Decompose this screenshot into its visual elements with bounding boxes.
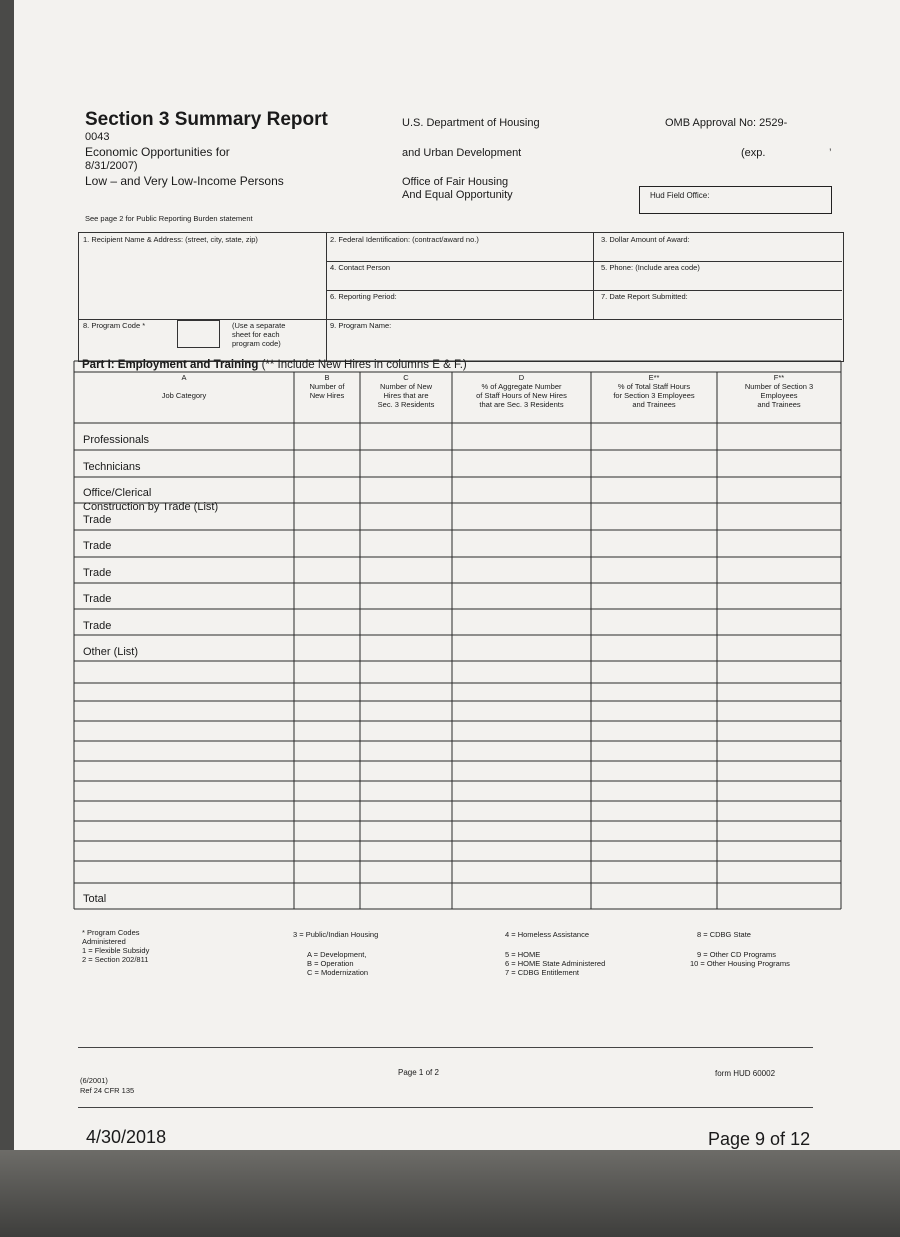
department-line3: Office of Fair Housing (402, 176, 509, 188)
job-category-technicians: Technicians (83, 461, 141, 473)
print-page-of: Page 9 of 12 (708, 1129, 811, 1149)
program-code-label: 8. Program Code * (83, 321, 146, 330)
column-title (452, 382, 591, 409)
federal-identification-field[interactable]: 2. Federal Identification: (contract/award no.) (330, 235, 479, 244)
part1-title: Part I: Employment and Training (82, 359, 259, 371)
legend-code-6: 6 = HOME State Administered (505, 959, 606, 968)
reporting-period-field[interactable]: 6. Reporting Period: (330, 292, 397, 301)
contact-person-field[interactable]: 4. Contact Person (330, 263, 391, 272)
legend-code-10: 10 = Other Housing Programs (690, 959, 790, 968)
subtitle-line1: Economic Opportunities for (85, 145, 230, 159)
job-category-other-list: Other (List) (83, 646, 139, 658)
cfr-reference: Ref 24 CFR 135 (80, 1086, 135, 1095)
pen-mark: ’ (829, 146, 832, 160)
department-line1: U.S. Department of Housing (402, 117, 540, 129)
legend-code-3b: B = Operation (307, 959, 354, 968)
footer-rule-top (78, 1047, 813, 1048)
column-header-e (591, 373, 717, 409)
department-line2: and Urban Development (402, 147, 522, 159)
column-title (360, 382, 452, 409)
program-code-note-2: sheet for each (232, 330, 280, 339)
job-category-trade: Trade (83, 540, 112, 552)
column-header-d (452, 373, 591, 409)
legend-code-3a: A = Development, (307, 950, 367, 959)
column-letter: B (324, 373, 330, 382)
form-revision: (6/2001) (80, 1076, 108, 1085)
legend-code-1: 1 = Flexible Subsidy (82, 946, 150, 955)
column-letter: E** (648, 373, 660, 382)
subtitle-line3: Low – and Very Low-Income Persons (85, 174, 284, 188)
job-category-trade: Trade (83, 567, 112, 579)
phone-field[interactable]: 5. Phone: (Include area code) (601, 263, 700, 272)
omb-expiration: (exp. (741, 147, 766, 159)
legend-code-9: 9 = Other CD Programs (697, 950, 776, 959)
form-number: form HUD 60002 (715, 1069, 776, 1078)
column-header-a (74, 373, 294, 400)
column-title-line: Number of New (379, 382, 433, 391)
column-title (591, 382, 717, 409)
program-code-note-3: program code) (232, 339, 281, 348)
column-title (717, 382, 841, 409)
form-page-number: Page 1 of 2 (398, 1068, 439, 1077)
legend-code-3c: C = Modernization (307, 968, 369, 977)
column-title-line: Number of (309, 382, 345, 391)
legend-code-4: 4 = Homeless Assistance (505, 930, 589, 939)
column-title-line: Hires that are (383, 391, 429, 400)
column-letter: A (181, 373, 187, 382)
department-line4: And Equal Opportunity (402, 189, 513, 201)
burden-statement: See page 2 for Public Reporting Burden statement (85, 214, 253, 223)
legend-code-7: 7 = CDBG Entitlement (505, 968, 579, 977)
column-letter: F** (773, 373, 785, 382)
job-category-trade: Trade (83, 514, 112, 526)
footer-rule-bottom (78, 1107, 813, 1108)
column-title-line: New Hires (309, 391, 345, 400)
column-title-line: that are Sec. 3 Residents (479, 400, 564, 409)
column-header-c (360, 373, 452, 409)
column-header-b (294, 373, 360, 400)
legend-code-3: 3 = Public/Indian Housing (293, 930, 379, 939)
job-category-trade: Trade (83, 593, 112, 605)
column-letter: D (518, 373, 525, 382)
job-category-construction-by-trade-list: Construction by Trade (List) (83, 501, 219, 513)
program-code-note-1: (Use a separate (232, 321, 286, 330)
legend-code-2: 2 = Section 202/811 (82, 955, 149, 964)
recipient-name-address-field[interactable]: 1. Recipient Name & Address: (street, city, state, zip) (83, 235, 258, 244)
column-title-line: Number of Section 3 (744, 382, 814, 391)
legend-code-5: 5 = HOME (505, 950, 541, 959)
job-category-office-clerical: Office/Clerical (83, 487, 152, 499)
column-title-line: Sec. 3 Residents (377, 400, 435, 409)
job-category-trade: Trade (83, 620, 112, 632)
subtitle-line2: 8/31/2007) (85, 160, 138, 172)
job-category-professionals: Professionals (83, 434, 150, 446)
column-title-line: Job Category (161, 391, 207, 400)
legend-code-8: 8 = CDBG State (697, 930, 751, 939)
column-title-line: for Section 3 Employees (613, 391, 695, 400)
column-header-f (717, 373, 841, 409)
dollar-amount-field[interactable]: 3. Dollar Amount of Award: (601, 235, 690, 244)
column-title-line: % of Aggregate Number (481, 382, 562, 391)
column-title-line: and Trainees (757, 400, 801, 409)
program-name-field[interactable]: 9. Program Name: (330, 321, 392, 330)
date-report-submitted-field[interactable]: 7. Date Report Submitted: (601, 292, 688, 301)
omb-approval: OMB Approval No: 2529- (665, 117, 788, 129)
column-title-line: of Staff Hours of New Hires (476, 391, 567, 400)
job-category-total: Total (83, 893, 107, 905)
column-title-line: % of Total Staff Hours (617, 382, 691, 391)
print-date: 4/30/2018 (86, 1127, 167, 1147)
part1-note: (** Include New Hires in columns E & F.) (261, 359, 467, 371)
omb-suffix: 0043 (85, 131, 110, 143)
column-title-line: and Trainees (632, 400, 676, 409)
legend-codes-title-1: * Program Codes (82, 928, 140, 937)
column-title (294, 382, 360, 400)
legend-codes-title-2: Administered (82, 937, 126, 946)
report-title: Section 3 Summary Report (85, 109, 328, 130)
column-letter: C (403, 373, 409, 382)
column-title-line: Employees (760, 391, 798, 400)
hud-field-office-label: Hud Field Office: (650, 191, 710, 200)
column-title (74, 391, 294, 400)
